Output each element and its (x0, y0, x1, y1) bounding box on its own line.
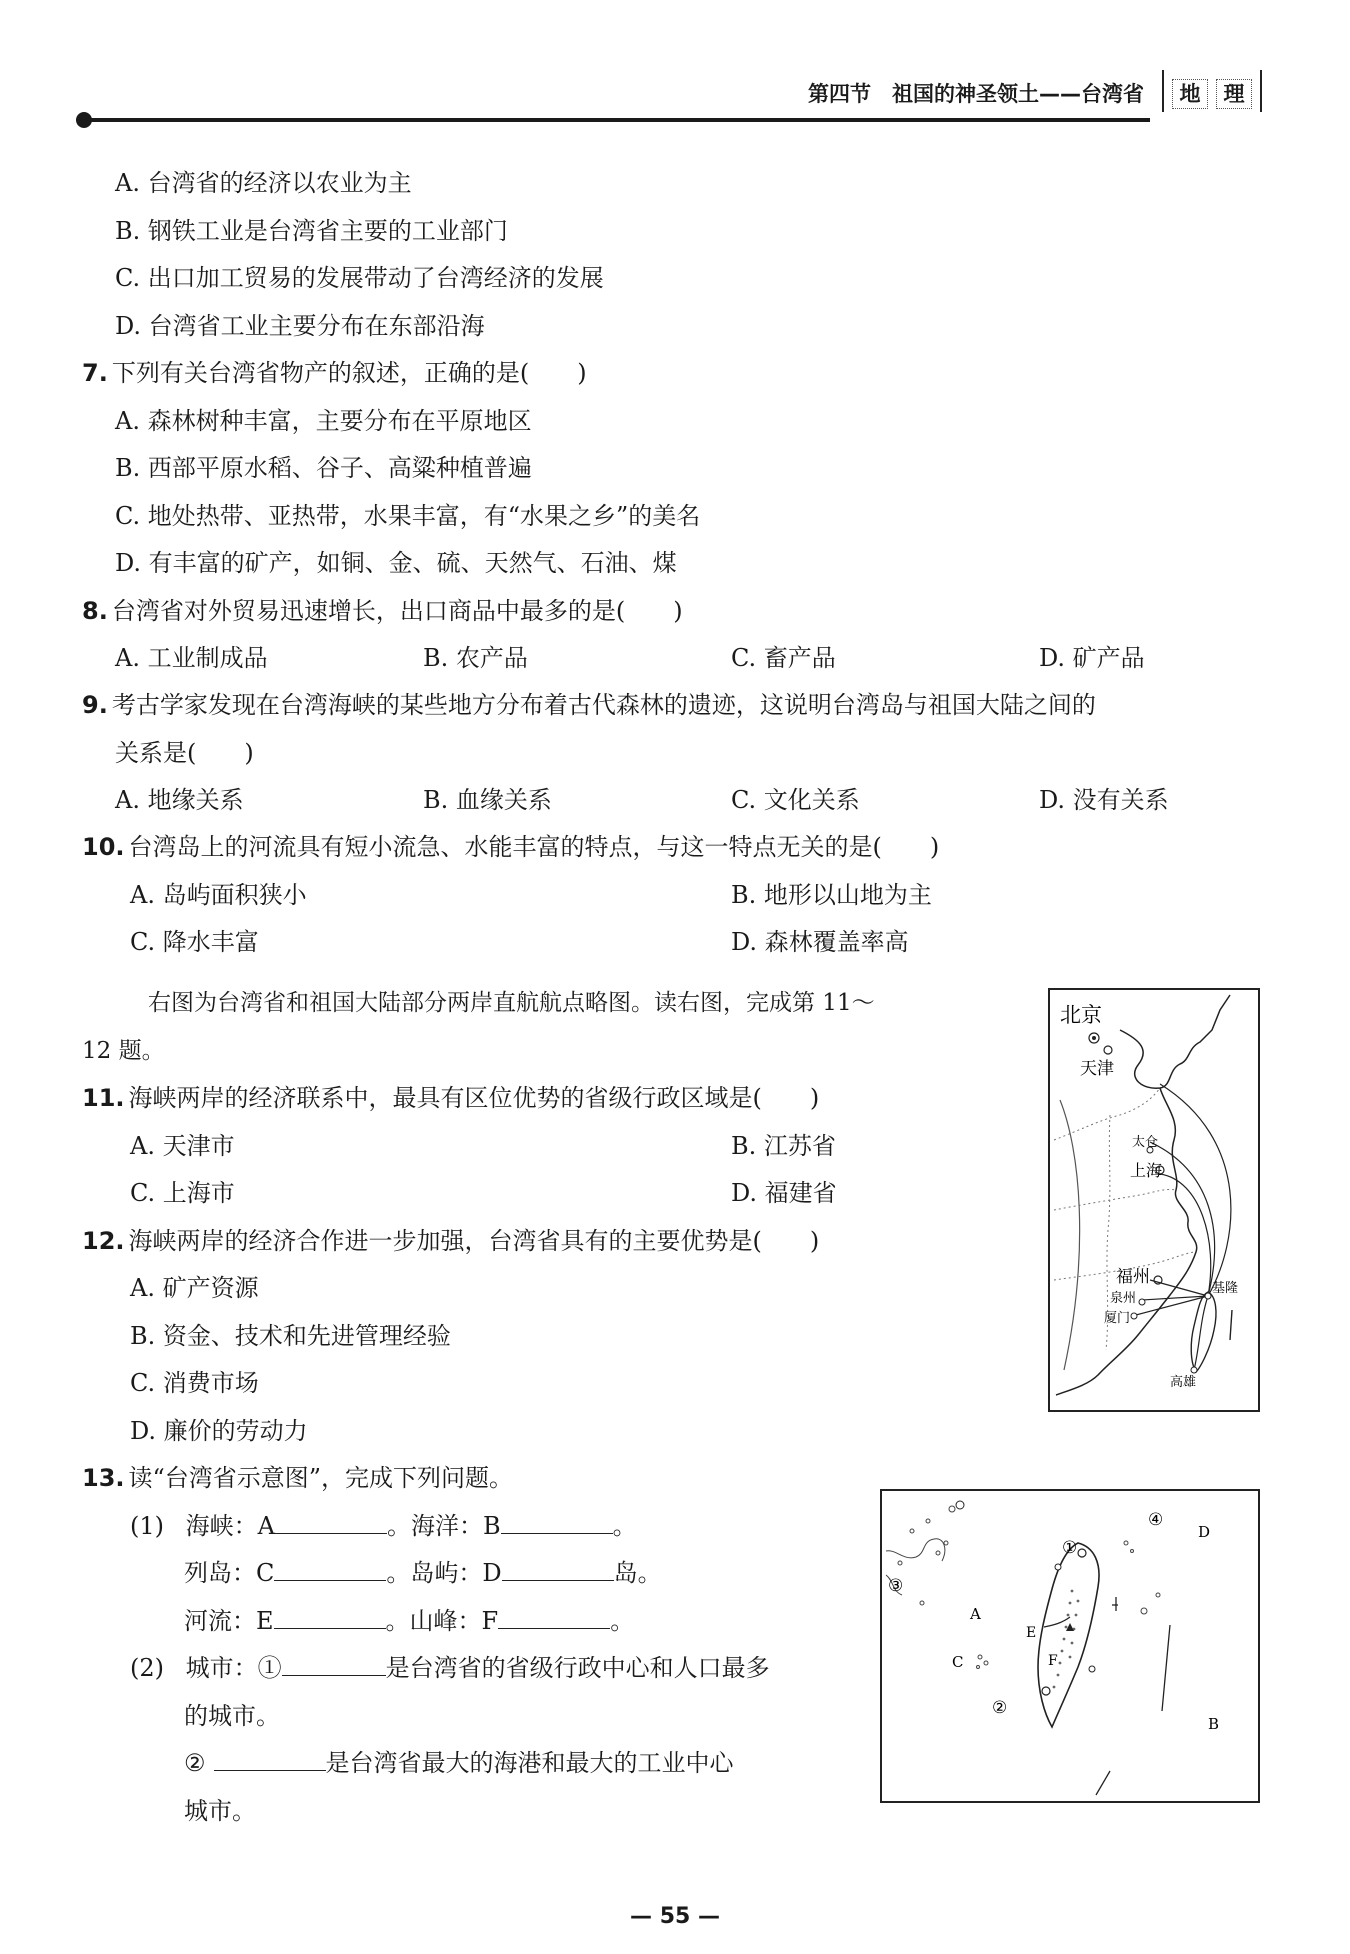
q13-number: 13. (82, 1464, 125, 1492)
q7-number: 7. (82, 359, 108, 387)
page-number: — 55 — (630, 1904, 720, 1929)
q10-option-d: D. 森林覆盖率高 (731, 928, 909, 956)
label-circle-3: ③ (888, 1576, 904, 1596)
q7-option-b: B. 西部平原水稻、谷子、高粱种植普遍 (115, 454, 532, 482)
q11-option-d: D. 福建省 (731, 1179, 837, 1207)
blank-city-1[interactable] (282, 1653, 386, 1676)
blank-b[interactable] (501, 1511, 613, 1534)
q8-option-c: C. 畜产品 (731, 644, 836, 672)
taiwan-sketch-map (880, 1489, 1260, 1803)
q13-city2-marker: ② (184, 1749, 206, 1777)
q12-number: 12. (82, 1227, 125, 1255)
label-circle-2: ② (992, 1698, 1008, 1718)
q13-period-2: 。 (610, 1607, 635, 1635)
city1-marker (1078, 1549, 1086, 1557)
q13-city2-desc: 是台湾省最大的海港和最大的工业中心 (325, 1749, 734, 1777)
q13-part2-row1 (130, 1653, 770, 1683)
intro-line2: 12 题。 (82, 1038, 165, 1064)
label-c: C (952, 1653, 964, 1671)
q12-option-b: B. 资金、技术和先进管理经验 (130, 1322, 451, 1350)
tianjin-marker (1104, 1046, 1112, 1054)
q13-ocean-label: 。海洋：B (386, 1512, 501, 1540)
jilong-marker (1205, 1293, 1211, 1299)
q12-option-a: A. 矿产资源 (130, 1274, 259, 1302)
city-west-marker (1055, 1564, 1061, 1570)
q12-option-c: C. 消费市场 (130, 1369, 259, 1397)
taiwan-outline (1191, 1292, 1216, 1372)
q10-option-a: A. 岛屿面积狭小 (130, 881, 307, 909)
intro-line1: 右图为台湾省和祖国大陆部分两岸直航航点略图。读右图，完成第 11～ (148, 990, 875, 1016)
q13-part2-row3 (184, 1748, 734, 1778)
coastal-islets (898, 1506, 1160, 1614)
q13-part2-row4: 城市。 (184, 1797, 256, 1825)
blank-d[interactable] (502, 1558, 614, 1581)
q11-number: 11. (82, 1084, 125, 1112)
q8-option-a: A. 工业制成品 (115, 644, 268, 672)
q12 (82, 1226, 819, 1256)
border-2 (1054, 1189, 1176, 1210)
label-beijing: 北京 (1060, 1003, 1102, 1027)
q6-option-c: C. 出口加工贸易的发展带动了台湾经济的发展 (115, 264, 604, 292)
route-tianjin (1160, 1084, 1231, 1296)
q13-city-label: 城市：① (185, 1654, 282, 1682)
q11 (82, 1083, 819, 1113)
marker-line-1 (1162, 1625, 1170, 1711)
river-line (1060, 1100, 1080, 1370)
label-a: A (970, 1605, 981, 1623)
q8-text: 台湾省对外贸易迅速增长，出口商品中最多的是( ) (111, 597, 683, 625)
coastline-east (1056, 1088, 1197, 1395)
label-circle-1: ① (1062, 1538, 1078, 1558)
q8 (82, 596, 683, 626)
q13-city1-desc: 是台湾省的省级行政中心和人口最多 (385, 1654, 770, 1682)
gaoxiong-marker (1191, 1367, 1197, 1373)
q9-text: 考古学家发现在台湾海峡的某些地方分布着古代森林的遗迹，这说明台湾岛与祖国大陆之间的 (111, 691, 1096, 719)
q10-text: 台湾岛上的河流具有短小流急、水能丰富的特点，与这一特点无关的是( ) (128, 833, 940, 861)
header-rule (82, 118, 1150, 122)
q10-option-c: C. 降水丰富 (130, 928, 259, 956)
label-jilong: 基隆 (1212, 1281, 1239, 1296)
route-gaoxiong (1194, 1296, 1208, 1370)
q13-part1-row1 (130, 1511, 637, 1541)
q11-option-a: A. 天津市 (130, 1132, 235, 1160)
q7-text: 下列有关台湾省物产的叙述，正确的是( ) (111, 359, 587, 387)
q6-option-d: D. 台湾省工业主要分布在东部沿海 (115, 312, 485, 340)
label-tianjin: 天津 (1080, 1059, 1114, 1079)
subject-box (1162, 70, 1262, 112)
q13-part1-row2 (184, 1558, 662, 1588)
q8-number: 8. (82, 597, 108, 625)
blank-c[interactable] (274, 1558, 386, 1581)
subject-char-2: 理 (1216, 79, 1252, 109)
q8-option-d: D. 矿产品 (1039, 644, 1145, 672)
q13-part2-label: (2) (130, 1654, 164, 1682)
city2-marker (1042, 1687, 1050, 1695)
label-b: B (1208, 1715, 1220, 1733)
q13-river-label: 河流：E (184, 1607, 274, 1635)
label-f: F (1048, 1653, 1058, 1669)
q13-island-label: 。岛屿：D (386, 1559, 502, 1587)
blank-e[interactable] (274, 1606, 386, 1629)
q8-option-b: B. 农产品 (423, 644, 528, 672)
taiwan-island (1038, 1543, 1099, 1727)
label-d: D (1198, 1523, 1211, 1541)
blank-a[interactable] (275, 1511, 387, 1534)
q12-text: 海峡两岸的经济合作进一步加强，台湾省具有的主要优势是( ) (128, 1227, 820, 1255)
q9-option-a: A. 地缘关系 (115, 786, 244, 814)
q6-option-a: A. 台湾省的经济以农业为主 (115, 169, 412, 197)
q13-island-suffix: 岛。 (613, 1559, 662, 1587)
q9-number: 9. (82, 691, 108, 719)
label-circle-4: ④ (1148, 1510, 1164, 1530)
islet-marker (956, 1501, 964, 1509)
q13-text: 读“台湾省示意图”，完成下列问题。 (128, 1464, 514, 1492)
q13-period: 。 (612, 1512, 637, 1540)
route-map-svg (1050, 990, 1258, 1410)
q11-option-b: B. 江苏省 (731, 1132, 836, 1160)
label-fuzhou: 福州 (1116, 1267, 1150, 1287)
islands-c (977, 1655, 989, 1669)
q7-option-a: A. 森林树种丰富，主要分布在平原地区 (115, 407, 532, 435)
blank-city-2[interactable] (214, 1748, 326, 1771)
q13-islands-label: 列岛：C (184, 1559, 275, 1587)
q13-part2-row2: 的城市。 (184, 1702, 280, 1730)
q13 (82, 1463, 513, 1493)
islands-d (1124, 1541, 1134, 1553)
q13-part1-label: (1) (130, 1512, 164, 1540)
q9-option-c: C. 文化关系 (731, 786, 860, 814)
q9-text-line2: 关系是( ) (115, 739, 254, 767)
q7-option-c: C. 地处热带、亚热带，水果丰富，有“水果之乡”的美名 (115, 502, 701, 530)
city-east-marker (1089, 1666, 1095, 1672)
q7 (82, 358, 587, 388)
q9-option-b: B. 血缘关系 (423, 786, 552, 814)
q10-number: 10. (82, 833, 125, 861)
taiwan-map-svg (882, 1491, 1258, 1801)
header-dot (76, 112, 92, 128)
q6-option-b: B. 钢铁工业是台湾省主要的工业部门 (115, 217, 508, 245)
coastline-north (1120, 995, 1230, 1088)
mainland-coast (886, 1539, 945, 1561)
cross-strait-route-map (1048, 988, 1260, 1412)
label-xiamen: 厦门 (1104, 1311, 1131, 1326)
q11-option-c: C. 上海市 (130, 1179, 235, 1207)
q12-option-d: D. 廉价的劳动力 (130, 1417, 308, 1445)
xiamen-marker (1131, 1313, 1137, 1319)
q11-text: 海峡两岸的经济联系中，最具有区位优势的省级行政区域是( ) (128, 1084, 820, 1112)
section-title: 第四节 祖国的神圣领土——台湾省 (808, 82, 1144, 106)
label-e: E (1026, 1625, 1037, 1641)
scale-tick (1230, 1310, 1232, 1340)
q9 (82, 690, 1096, 720)
label-quanzhou: 泉州 (1110, 1291, 1137, 1306)
subject-char-1: 地 (1172, 79, 1208, 109)
q13-part1-row3 (184, 1606, 634, 1636)
label-taicang: 太仓 (1132, 1135, 1159, 1150)
quanzhou-marker (1139, 1299, 1145, 1305)
blank-f[interactable] (498, 1606, 610, 1629)
q10 (82, 832, 939, 862)
q13-peak-label: 。山峰：F (385, 1607, 499, 1635)
marker-line-4 (1096, 1771, 1110, 1795)
label-gaoxiong: 高雄 (1170, 1375, 1197, 1390)
page-number-value: 55 (659, 1904, 691, 1929)
q10-option-b: B. 地形以山地为主 (731, 881, 932, 909)
q7-option-d: D. 有丰富的矿产，如铜、金、硫、天然气、石油、煤 (115, 549, 677, 577)
label-shanghai: 上海 (1130, 1161, 1163, 1180)
q13-strait-label: 海峡：A (185, 1512, 275, 1540)
q9-option-d: D. 没有关系 (1039, 786, 1169, 814)
